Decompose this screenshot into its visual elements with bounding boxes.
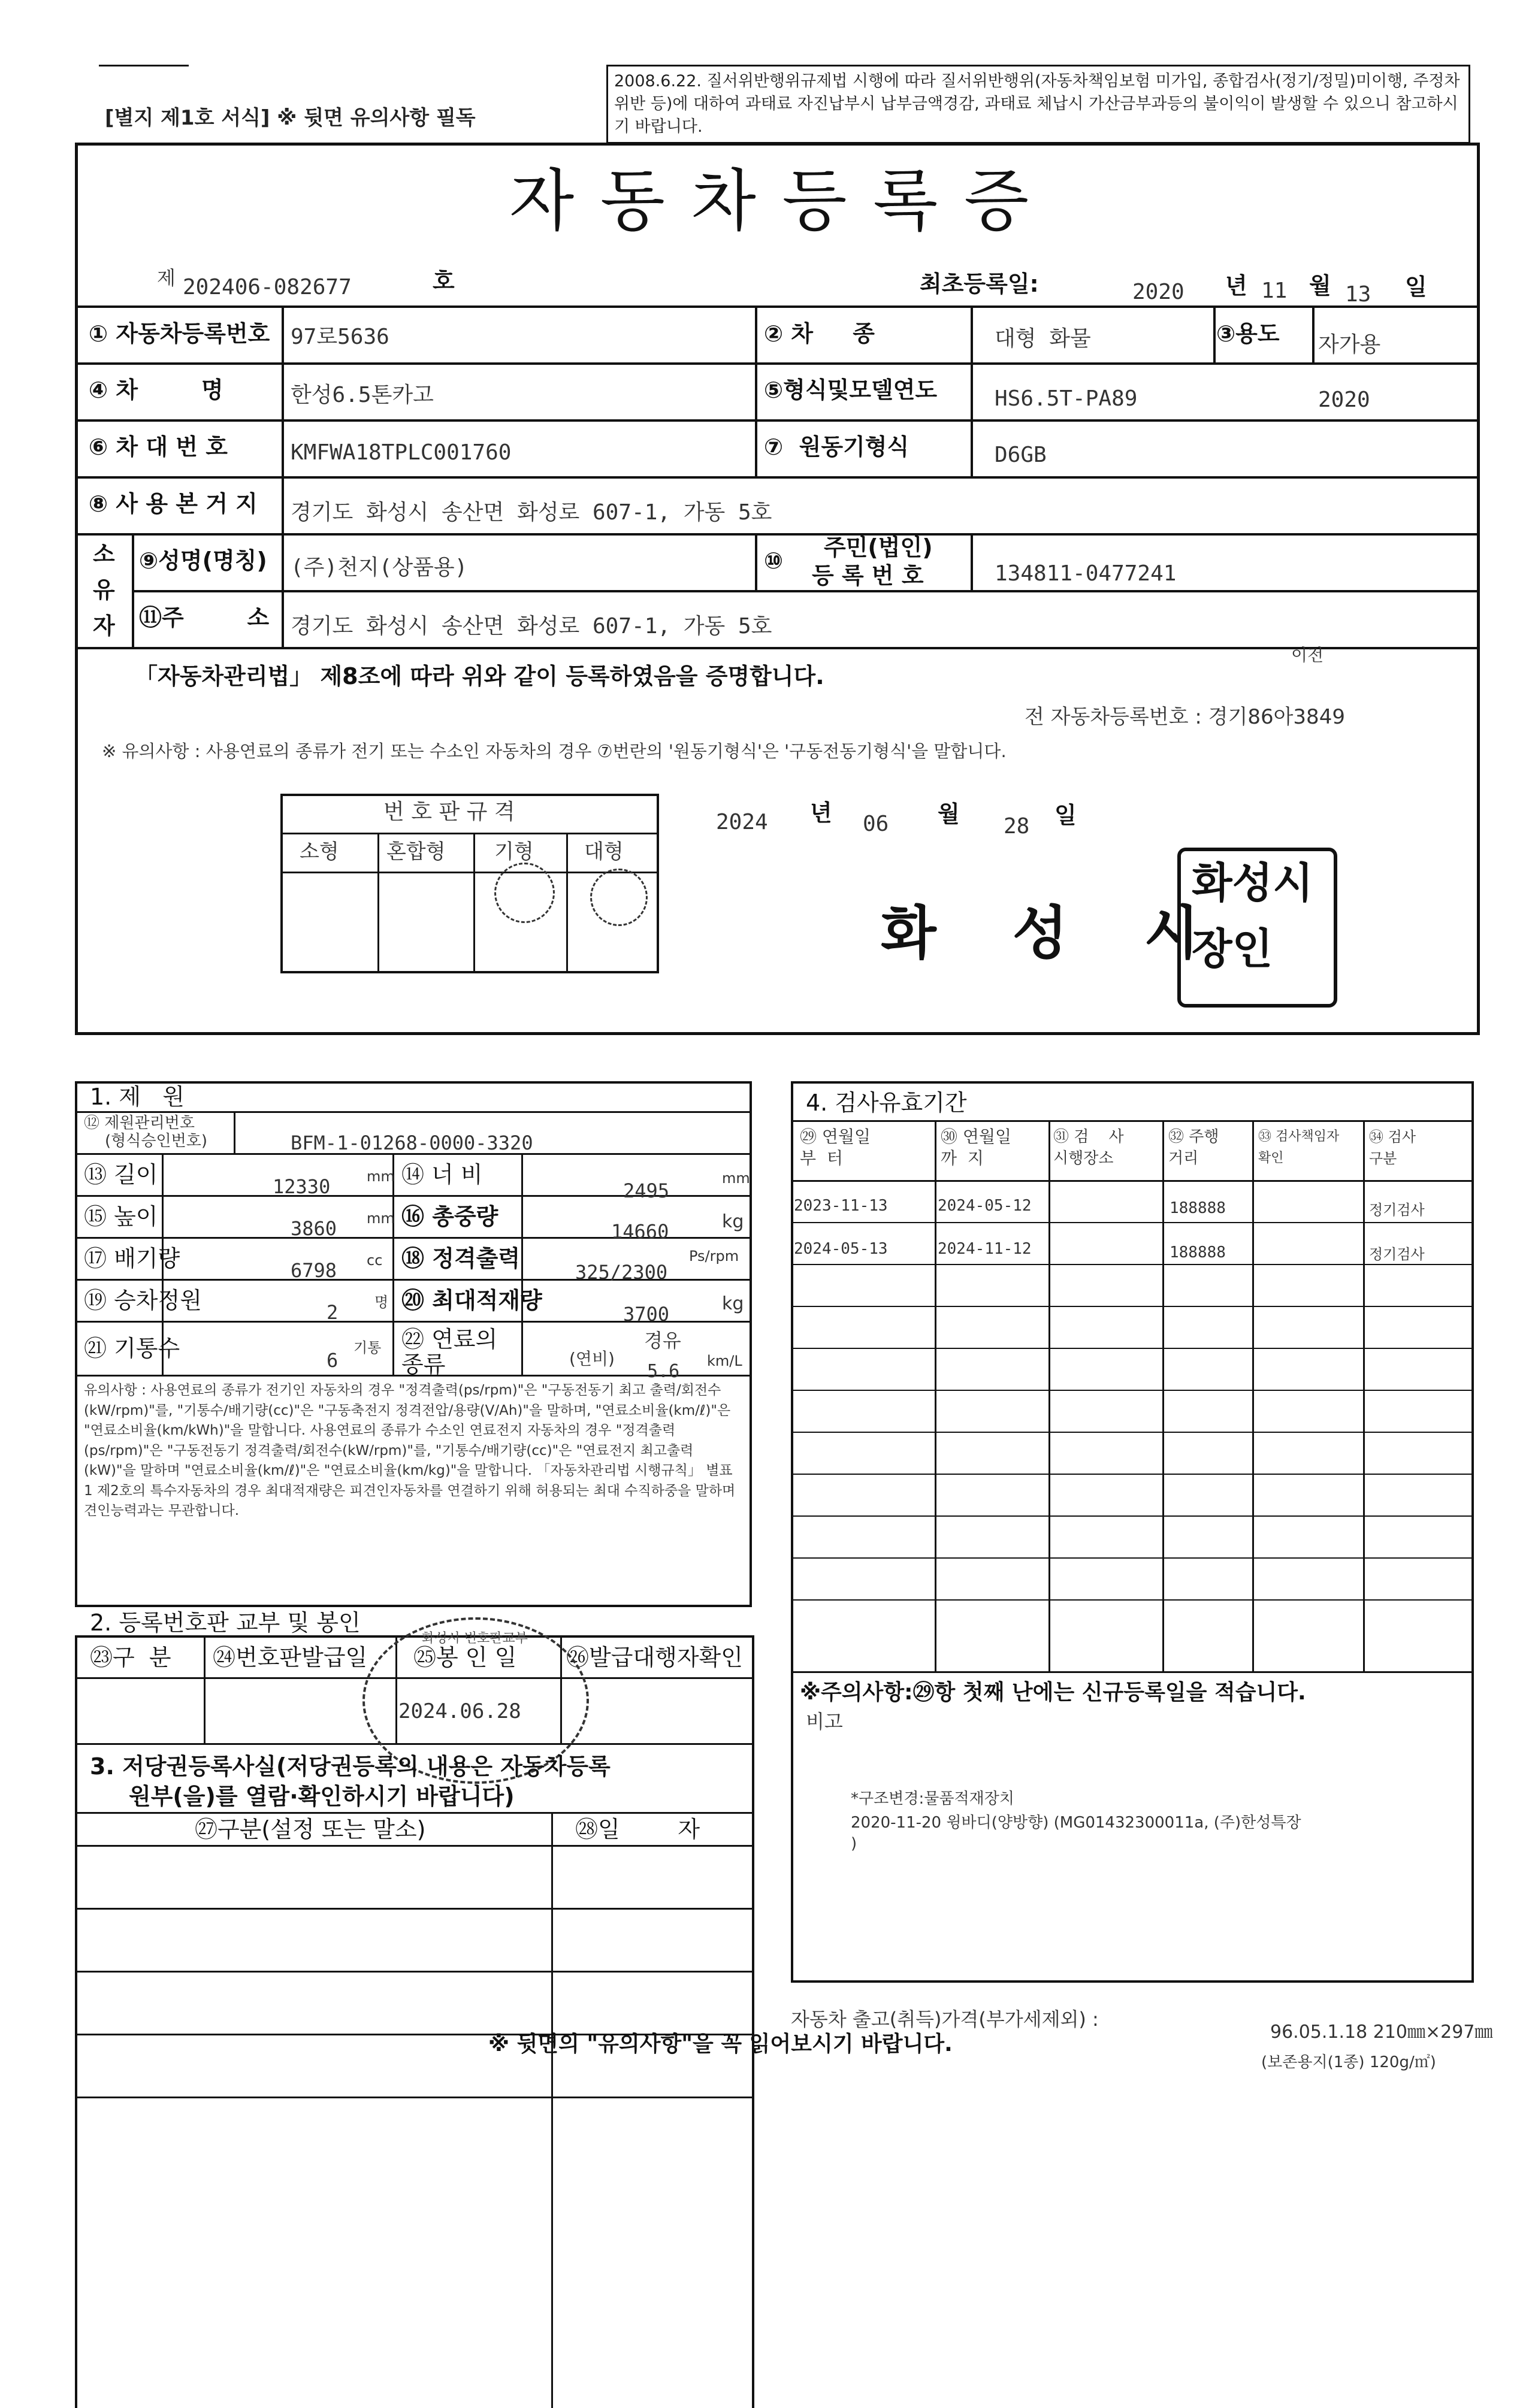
spec-power-unit: Ps/rpm — [689, 1248, 739, 1264]
plate-col-agent: ㉖발급대행자확인 — [566, 1644, 743, 1671]
insp-row2-kind: 정기검사 — [1369, 1246, 1425, 1263]
month-unit: 월 — [1309, 273, 1331, 299]
mortgage-heading-1: 3. 저당권등록사실(저당권등록의 내용은 자동차등록 — [90, 1753, 611, 1780]
notice-text: 2008.6.22. 질서위반행위규제법 시행에 따라 질서위반행위(자동차책임보험 미가입, 종합검사(정기/정밀)미이행, 주정차위반 등)에 대하여 과태료 자진납부시 납부금액경감, 과태료 체납시 가산금부과등의 불이익이 발생할 수 있으니 참고하시기 바랍니다. — [614, 72, 1460, 136]
footer-paper-size: 96.05.1.18 210㎜×297㎜ — [1270, 2022, 1493, 2043]
reg-no-value: 97로5636 — [291, 325, 389, 349]
certificate-title: 자 동 차 등 록 증 — [509, 162, 1032, 240]
spec-displacement-unit: cc — [367, 1252, 383, 1269]
spec-displacement-label: ⑰ 배기량 — [84, 1245, 180, 1272]
mortgage-col-date: ㉘일 자 — [575, 1816, 700, 1843]
issue-year-unit: 년 — [810, 800, 832, 826]
vin-label: ⑥ 차 대 번 호 — [89, 434, 228, 460]
insp-row2-from: 2024-05-13 — [794, 1240, 888, 1258]
spec-fuel-label: ㉒ 연료의 종류 — [401, 1326, 498, 1378]
footer-price-label: 자동차 출고(취득)가격(부가세제외) : — [791, 2008, 1099, 2031]
cert-no-prefix: 제 — [157, 267, 176, 289]
plate-issue-heading: 2. 등록번호판 교부 및 봉인 — [90, 1610, 361, 1636]
base-value: 경기도 화성시 송산면 화성로 607-1, 가동 5호 — [291, 500, 772, 525]
address-label: ⑪주 소 — [139, 604, 270, 631]
vin-value: KMFWA18TPLC001760 — [291, 440, 512, 465]
spec-width-label: ⑭ 너 비 — [401, 1161, 483, 1188]
vehicle-name-value: 한성6.5톤카고 — [291, 383, 434, 407]
form-label: [별지 제1호 서식] ※ 뒷면 유의사항 필독 — [105, 106, 476, 130]
first-reg-year: 2020 — [1132, 280, 1184, 304]
owner-side-label: 소 유 자 — [93, 541, 115, 639]
plate-col-small: 소형 — [300, 840, 339, 864]
insp-row1-mileage: 188888 — [1170, 1199, 1226, 1217]
spec-fuel-eff-unit: km/L — [707, 1353, 742, 1369]
certificate-caution: ※ 유의사항 : 사용연료의 종류가 전기 또는 수소인 자동차의 경우 ⑦번란의 '원동기형식'은 '구동전동기형식'을 말합니다. — [102, 741, 1007, 761]
plate-col-long: 기형 — [494, 840, 534, 864]
notice-box — [606, 65, 1470, 144]
insp-row2-to: 2024-11-12 — [938, 1240, 1032, 1258]
first-reg-month: 11 — [1261, 279, 1288, 303]
issue-month-unit: 월 — [938, 801, 960, 827]
insp-col-check: ㉝ 검사책임자 확인 — [1258, 1129, 1340, 1166]
spec-cylinders-unit: 기통 — [353, 1339, 382, 1356]
insp-col-from: ㉙ 연월일 부 터 — [800, 1127, 871, 1168]
insp-row1-from: 2023-11-13 — [794, 1197, 888, 1215]
insp-col-kind: ㉞ 검사 구분 — [1369, 1129, 1416, 1167]
owner-id-label-2: 등 록 번 호 — [812, 562, 924, 589]
spec-length-unit: mm — [367, 1168, 395, 1185]
insp-row1-kind: 정기검사 — [1369, 1202, 1425, 1218]
spec-seats-unit: 명 — [374, 1294, 389, 1311]
year-unit: 년 — [1225, 273, 1247, 299]
footer-paper-type: (보존용지(1종) 120g/㎡) — [1261, 2053, 1436, 2071]
insp-row2-mileage: 188888 — [1170, 1244, 1226, 1262]
specs-heading: 1. 제 원 — [90, 1084, 185, 1110]
plate-spec-title: 번 호 판 규 격 — [383, 800, 515, 824]
owner-id-label-1: 주민(법인) — [824, 534, 933, 561]
mortgage-col-kind: ㉗구분(설정 또는 말소) — [195, 1816, 426, 1843]
engine-value: D6GB — [995, 443, 1047, 467]
remarks-line-3: ) — [851, 1835, 857, 1853]
spec-length-value: 12330 — [273, 1175, 331, 1198]
remarks-line-2: 2020-11-20 윙바디(양방향) (MG01432300011a, (주)한성특장 — [851, 1814, 1301, 1832]
base-label: ⑧ 사 용 본 거 지 — [89, 491, 258, 517]
spec-cylinders-value: 6 — [327, 1349, 339, 1372]
remarks-line-1: *구조변경:물품적재장치 — [851, 1790, 1014, 1808]
seal-text-2: 장인 — [1192, 924, 1273, 973]
vehicle-name-label: ④ 차 명 — [89, 377, 223, 403]
issuer-name: 화 성 시 — [881, 899, 1211, 967]
address-value: 경기도 화성시 송산면 화성로 607-1, 가동 5호 — [291, 614, 772, 639]
spec-fuel-value: 경유 — [644, 1329, 681, 1352]
owner-name-label: ⑨성명(명칭) — [139, 547, 267, 574]
spec-power-label: ⑱ 정격출력 — [401, 1245, 521, 1272]
spec-height-label: ⑮ 높이 — [84, 1203, 158, 1230]
insp-row1-to: 2024-05-12 — [938, 1197, 1032, 1215]
plate-col-seal-date: ㉕봉 인 일 — [413, 1644, 517, 1671]
transfer-mark: 이전 — [1291, 645, 1324, 665]
reg-no-label: ① 자동차등록번호 — [89, 320, 270, 347]
insp-col-to: ㉚ 연월일 까 지 — [941, 1127, 1012, 1168]
plate-col-mixed: 혼합형 — [386, 840, 446, 864]
spec-weight-value: 14660 — [611, 1220, 669, 1243]
specs-note: 유의사항 : 사용연료의 종류가 전기인 자동차의 경우 "정격출력(ps/rpm)"은 "구동전동기 최고 출력/회전수(kW/rpm)"를, "기통수/배기량(cc)"은 "구동축전지 정격전압/용량(V/Ah)"을 말하며, "연료소비율(km/ℓ)"은 "연료소비율(km/kWh)"을 말합니다. 사용연료의 종류가 수소인 연료전지 자동차의 경우 "정격출력(ps/rpm)"은 "구동전동기 정격출력/회전수(kW/rpm)"를, "기통수/배기량(cc)"은 "연료전지 최고출력(kW)"을 말하며 "연료소비율(km/ℓ)"은 "연료소비율(km/kg)"을 말합니다. 「자동차관리법 시행규칙」 별표 1 제2호의 특수자동차의 경우 최대적재량은 피견인자동차를 연결하기 위해 허용되는 최대 수직하중을 말하며 견인능력과는 무관합니다. — [84, 1383, 736, 1518]
spec-maxload-value: 3700 — [623, 1303, 670, 1326]
plate-col-kind: ㉓구 분 — [90, 1644, 171, 1671]
spec-weight-unit: kg — [722, 1211, 744, 1232]
cert-no-suffix: 호 — [433, 268, 455, 294]
footer-note: ※ 뒷면의 "유의사항"을 꼭 읽어보시기 바랍니다. — [488, 2032, 953, 2056]
day-unit: 일 — [1405, 274, 1427, 300]
use-label: ③용도 — [1216, 320, 1280, 347]
spec-seats-value: 2 — [327, 1301, 339, 1324]
spec-width-value: 2495 — [623, 1179, 670, 1202]
engine-label: ⑦ 원동기형식 — [764, 434, 909, 460]
issue-year: 2024 — [716, 810, 768, 834]
model-label: ⑤형식및모델연도 — [764, 377, 938, 403]
model-value: HS6.5T-PA89 — [995, 386, 1138, 411]
remarks-label: 비고 — [806, 1710, 843, 1733]
insp-col-place: ㉛ 검 사 시행장소 — [1053, 1128, 1124, 1167]
owner-id-value: 134811-0477241 — [995, 561, 1177, 586]
vehicle-type-label: ② 차 종 — [764, 320, 875, 347]
spec-weight-label: ⑯ 총중량 — [401, 1203, 498, 1230]
plate-col-issue-date: ㉔번호판발급일 — [213, 1644, 368, 1671]
seal-text-1: 화성시 — [1192, 858, 1313, 907]
spec-displacement-value: 6798 — [291, 1259, 337, 1282]
cert-no-value: BFM-1-01268-0000-3320 — [291, 1132, 533, 1154]
issue-day: 28 — [1004, 814, 1030, 839]
cert-no-label-1: ⑫ 제원관리번호 — [84, 1114, 195, 1132]
cert-no-label-2: (형식승인번호) — [105, 1132, 207, 1150]
inspection-heading: 4. 검사유효기간 — [806, 1090, 967, 1116]
insp-col-mileage: ㉜ 주행 거리 — [1168, 1128, 1219, 1167]
spec-seats-label: ⑲ 승차정원 — [84, 1287, 202, 1314]
previous-reg-no: 전 자동차등록번호 : 경기86아3849 — [1025, 705, 1345, 729]
model-year-value: 2020 — [1318, 388, 1370, 412]
spec-cylinders-label: ㉑ 기통수 — [84, 1335, 180, 1362]
spec-maxload-unit: kg — [722, 1293, 744, 1314]
plate-col-large: 대형 — [584, 840, 624, 864]
first-reg-day: 13 — [1345, 282, 1371, 307]
issue-day-unit: 일 — [1054, 802, 1077, 828]
issue-month: 06 — [863, 812, 889, 836]
spec-fuel-eff-value: 5.6 — [647, 1361, 680, 1382]
plate-stamp-large — [590, 869, 648, 926]
mortgage-heading-2: 원부(을)를 열람·확인하시기 바랍니다) — [129, 1783, 515, 1810]
plate-issue-stamp-text: 화성시 번호판교부 — [422, 1631, 528, 1646]
spec-length-label: ⑬ 길이 — [84, 1161, 158, 1188]
plate-stamp-long — [494, 863, 555, 923]
official-seal — [1177, 848, 1337, 1008]
certification-statement: 「자동차관리법」 제8조에 따라 위와 같이 등록하였음을 증명합니다. — [135, 663, 824, 689]
spec-maxload-label: ⑳ 최대적재량 — [401, 1287, 542, 1314]
plate-issue-date: 2024.06.28 — [398, 1699, 521, 1723]
spec-height-unit: mm — [367, 1210, 395, 1227]
first-reg-label: 최초등록일: — [920, 271, 1039, 297]
owner-name-value: (주)천지(상품용) — [291, 555, 468, 580]
vehicle-type-value: 대형 화물 — [995, 326, 1091, 351]
inspection-caution: ※주의사항:㉙항 첫째 난에는 신규등록일을 적습니다. — [800, 1680, 1306, 1705]
spec-width-unit: mm — [722, 1170, 750, 1187]
spec-fuel-eff-label: (연비) — [569, 1349, 615, 1369]
owner-id-num: ⑩ — [764, 547, 784, 574]
use-value: 자가용 — [1318, 332, 1381, 357]
cert-number: 202406-082677 — [183, 275, 352, 300]
spec-height-value: 3860 — [291, 1217, 337, 1240]
spec-power-value: 325/2300 — [575, 1261, 668, 1284]
